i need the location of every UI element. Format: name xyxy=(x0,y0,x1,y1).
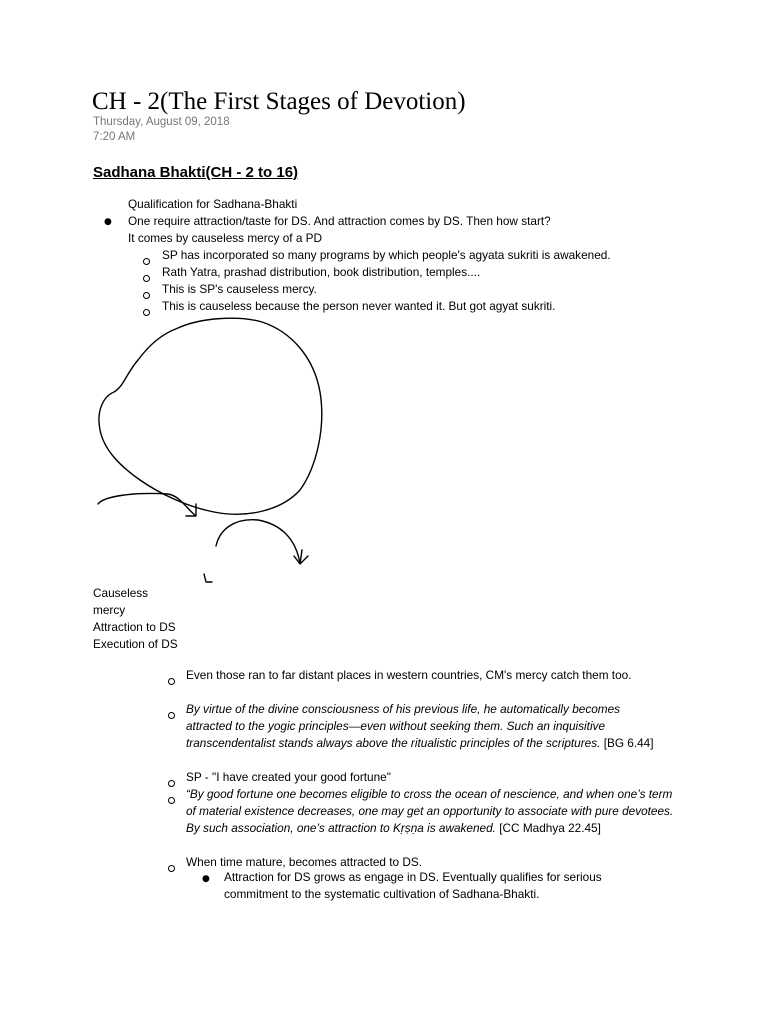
sketch-arrow-1 xyxy=(98,493,196,516)
diagram-label-causeless: Causeless xyxy=(93,586,149,600)
page-title: CH - 2(The First Stages of Devotion) xyxy=(92,88,466,115)
section-heading: Sadhana Bhakti(CH - 2 to 16) xyxy=(93,164,299,181)
sketch-blob xyxy=(99,318,322,514)
note-2 xyxy=(186,701,664,752)
diagram-label-execution: Execution of DS xyxy=(93,637,178,651)
note-5: When time mature, becomes attracted to DS. xyxy=(186,855,423,869)
bullet-dot: ● xyxy=(104,217,112,227)
note-4-quote: “By good fortune one becomes eligible to cross the ocean of nescience, and when one’s term of material existence decreases, one may get an opportunity to associate with pure devotees. By such association, one’s attraction to Kṛṣṇa is awakened. xyxy=(186,787,674,835)
sub-item: SP has incorporated so many programs by which people's agyata sukriti is awakened. xyxy=(162,248,611,262)
note-circle xyxy=(168,672,175,690)
note-circle xyxy=(168,774,175,792)
page-time: 7:20 AM xyxy=(93,131,136,143)
note-circle xyxy=(168,706,175,724)
sketch-arrow-2 xyxy=(216,520,308,564)
note-2-quote: By virtue of the divine consciousness of his previous life, he automatically becomes attracted to the yogic principles—even without seeking them. Such an inquisitive transcendentalist stands always above the ritualistic principles of the scriptures. xyxy=(186,702,621,750)
qualification-heading: Qualification for Sadhana-Bhakti xyxy=(128,197,298,211)
note-2-reference: [BG 6.44] xyxy=(603,736,654,750)
note-4 xyxy=(186,786,674,837)
bullet-1-continuation: It comes by causeless mercy of a PD xyxy=(128,231,323,245)
sub-item: This is SP's causeless mercy. xyxy=(162,282,317,296)
bullet-1-text: One require attraction/taste for DS. And attraction comes by DS. Then how start? xyxy=(128,214,551,228)
note-4-reference: [CC Madhya 22.45] xyxy=(499,821,601,835)
note-1: Even those ran to far distant places in western countries, CM's mercy catch them too. xyxy=(186,668,632,682)
note-3: SP - "I have created your good fortune" xyxy=(186,770,391,784)
diagram-label-mercy: mercy xyxy=(93,603,126,617)
sub-item: Rath Yatra, prashad distribution, book distribution, temples.... xyxy=(162,265,481,279)
sketch-mark xyxy=(204,574,212,582)
note-circle xyxy=(168,859,175,877)
note-circle xyxy=(168,791,175,809)
sub-item: This is causeless because the person never wanted it. But got agyat sukriti. xyxy=(162,299,556,313)
note-5-sub: Attraction for DS grows as engage in DS. Eventually qualifies for serious commitment to the systematic cultivation of Sadhana-Bhakti. xyxy=(224,870,602,901)
diagram-label-attraction: Attraction to DS xyxy=(93,620,176,634)
bullet-dot: ● xyxy=(202,874,210,884)
page-date: Thursday, August 09, 2018 xyxy=(93,116,230,128)
